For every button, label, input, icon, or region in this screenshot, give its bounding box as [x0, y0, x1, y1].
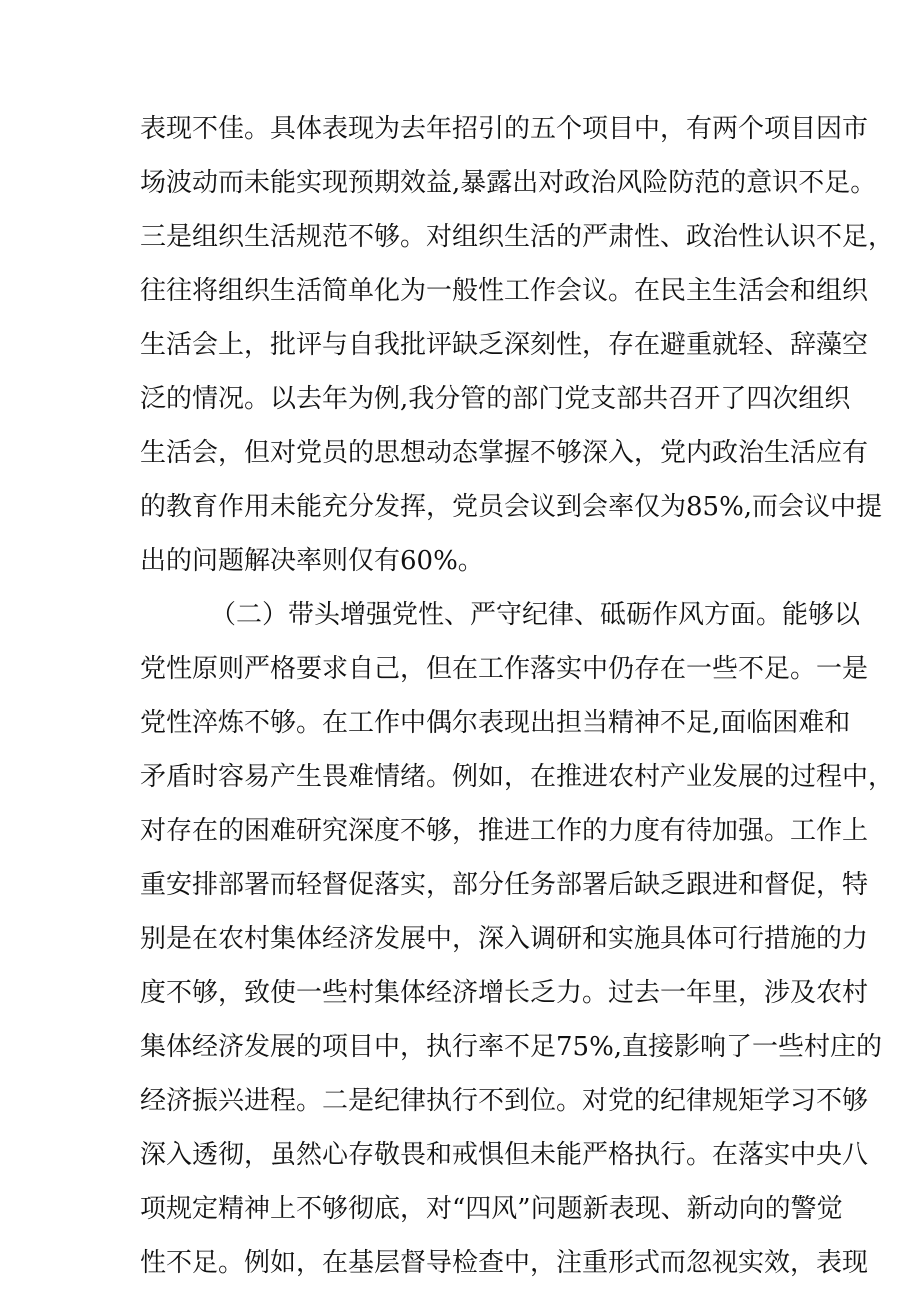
text-line: 别是在农村集体经济发展中，深入调研和实施具体可行措施的力 [140, 924, 869, 954]
text-line: 生活会上，批评与自我批评缺乏深刻性，存在避重就轻、辞藻空 [140, 330, 869, 360]
text-line: 对存在的困难研究深度不够，推进工作的力度有待加强。工作上 [140, 816, 869, 846]
text-line: 矛盾时容易产生畏难情绪。例如，在推进农村产业发展的过程中， [140, 762, 895, 792]
text-line: 经济振兴进程。二是纪律执行不到位。对党的纪律规矩学习不够 [140, 1086, 869, 1116]
text-line: 的教育作用未能充分发挥，党员会议到会率仅为85%,而会议中提 [140, 492, 883, 522]
text-line: 泛的情况。以去年为例,我分管的部门党支部共召开了四次组织 [140, 384, 851, 414]
text-line: 场波动而未能实现预期效益,暴露出对政治风险防范的意识不足。 [140, 168, 877, 198]
text-line: 度不够，致使一些村集体经济增长乏力。过去一年里，涉及农村 [140, 978, 869, 1008]
text-line: 重安排部署而轻督促落实，部分任务部署后缺乏跟进和督促，特 [140, 870, 869, 900]
text-line: 往往将组织生活简单化为一般性工作会议。在民主生活会和组织 [140, 276, 869, 306]
text-line: 集体经济发展的项目中，执行率不足75%,直接影响了一些村庄的 [140, 1032, 883, 1062]
section-heading-line: （二）带头增强党性、严守纪律、砥砺作风方面。能够以 [210, 600, 861, 630]
text-line: 表现不佳。具体表现为去年招引的五个项目中，有两个项目因市 [140, 114, 869, 144]
text-line: 三是组织生活规范不够。对组织生活的严肃性、政治性认识不足， [140, 222, 895, 252]
text-line-paragraph-end: 出的问题解决率则仅有60%。 [140, 546, 484, 576]
text-line: 党性原则严格要求自己，但在工作落实中仍存在一些不足。一是 [140, 654, 869, 684]
text-line: 深入透彻，虽然心存敬畏和戒惧但未能严格执行。在落实中央八 [140, 1140, 869, 1170]
text-line: 项规定精神上不够彻底，对“四风”问题新表现、新动向的警觉 [140, 1194, 843, 1224]
text-line: 性不足。例如，在基层督导检查中，注重形式而忽视实效，表现 [140, 1248, 869, 1278]
text-line: 生活会，但对党员的思想动态掌握不够深入，党内政治生活应有 [140, 438, 869, 468]
text-line: 党性淬炼不够。在工作中偶尔表现出担当精神不足,面临困难和 [140, 708, 851, 738]
